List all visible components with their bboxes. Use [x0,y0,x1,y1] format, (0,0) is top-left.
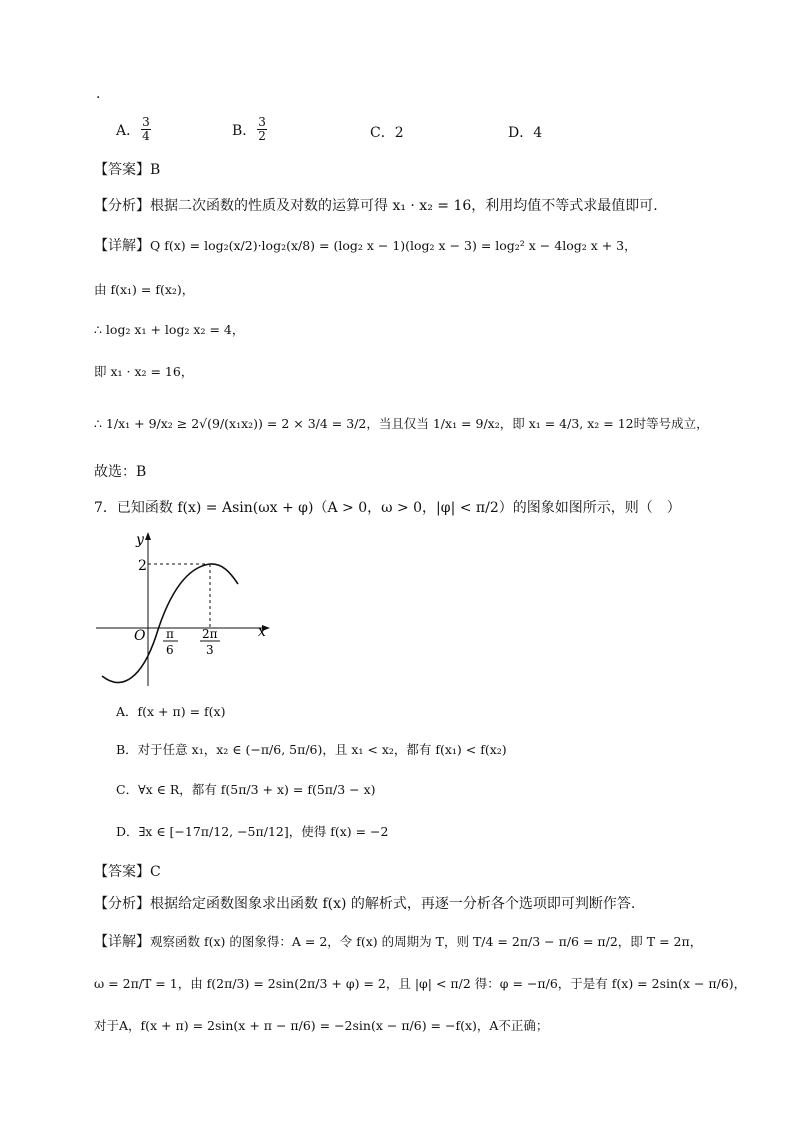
q7-detail-2: ω = 2π/T = 1，由 f(2π/3) = 2sin(2π/3 + φ) = 2，且 |φ| < π/2 得：φ = −π/6，于是有 f(x) = 2sin(x − π/6)， [94,976,747,991]
x-tick-1-den: 6 [166,643,174,657]
q6-answer [94,160,160,180]
analysis-tag: 【分析】 [94,896,150,912]
q6-option-c [370,122,404,142]
x-tick-1-num: π [166,627,174,641]
q6-option-a [116,116,152,143]
x-tick-2-den: 3 [206,643,214,657]
q6-detail-1 [94,236,637,256]
detail-tag: 【详解】 [94,238,150,254]
analysis-text: 根据二次函数的性质及对数的运算可得 x₁ · x₂ = 16，利用均值不等式求最值即可. [150,198,658,214]
q6-conclusion: 故选：B [94,464,147,480]
answer-tag: 【答案】 [94,162,150,178]
q7-option-d: D．∃x ∈ [−17π/12, −5π/12]，使得 f(x) = −2 [116,824,389,839]
q7-detail-1 [94,932,702,952]
option-text: D．4 [508,125,543,141]
q7-answer [94,862,161,882]
x-axis-label: x [258,624,266,640]
answer-value: C [150,864,161,880]
sine-curve [102,564,238,683]
option-letter: A． [116,122,141,139]
origin-label: O [134,628,146,644]
q6-analysis [94,196,658,216]
analysis-text: 根据给定函数图象求出函数 f(x) 的解析式，再逐一分析各个选项即可判断作答. [150,896,636,912]
q6-option-d [508,122,542,142]
numerator: 3 [142,115,150,129]
y-axis-label: y [136,532,144,548]
denominator: 2 [258,129,266,143]
y-tick-label: 2 [138,558,147,574]
fraction [257,116,267,143]
q6-options [0,116,794,148]
q7-analysis [94,894,635,914]
q7-option-c: C．∀x ∈ R，都有 f(5π/3 + x) = f(5π/3 − x) [116,782,376,797]
option-text: C．2 [370,125,404,141]
q6-detail-2: 由 f(x₁) = f(x₂)， [94,282,195,297]
x-tick-2-num: 2π [202,627,218,641]
stray-mark: . [96,86,101,102]
denominator: 4 [142,129,150,143]
q6-detail-5: ∴ 1/x₁ + 9/x₂ ≥ 2√(9/(x₁x₂)) = 2 × 3/4 = 3/2，当且仅当 1/x₁ = 9/x₂，即 x₁ = 4/3, x₂ = 12时等号成立， [94,416,709,431]
sine-graph [92,528,282,692]
q7-detail-3: 对于A，f(x + π) = 2sin(x + π − π/6) = −2sin(x − π/6) = −f(x)，A不正确； [94,1018,549,1033]
q7-option-b: B．对于任意 x₁，x₂ ∈ (−π/6, 5π/6)，且 x₁ < x₂，都有 f(x₁) < f(x₂) [116,742,507,757]
answer-tag: 【答案】 [94,864,150,880]
answer-value: B [150,162,161,178]
detail-text: 观察函数 f(x) 的图象得：A = 2，令 f(x) 的周期为 T，则 T/4 = 2π/3 − π/6 = π/2，即 T = 2π， [150,934,703,949]
q7-option-a: A．f(x + π) = f(x) [116,704,226,719]
analysis-tag: 【分析】 [94,198,150,214]
fraction [141,116,151,143]
q6-detail-4: 即 x₁ · x₂ = 16， [94,364,194,379]
q6-option-b [232,116,268,143]
numerator: 3 [258,115,266,129]
detail-text: Q f(x) = log₂(x/2)·log₂(x/8) = (log₂ x − 1)(log₂ x − 3) = log₂² x − 4log₂ x + 3， [150,238,637,253]
y-axis-arrow [145,532,151,540]
detail-tag: 【详解】 [94,934,150,950]
q6-detail-3: ∴ log₂ x₁ + log₂ x₂ = 4， [94,322,245,337]
q7-stem: 7．已知函数 f(x) = Asin(ωx + φ)（A > 0，ω > 0，|φ| < π/2）的图象如图所示，则（ ） [94,500,681,516]
option-letter: B． [232,122,257,139]
